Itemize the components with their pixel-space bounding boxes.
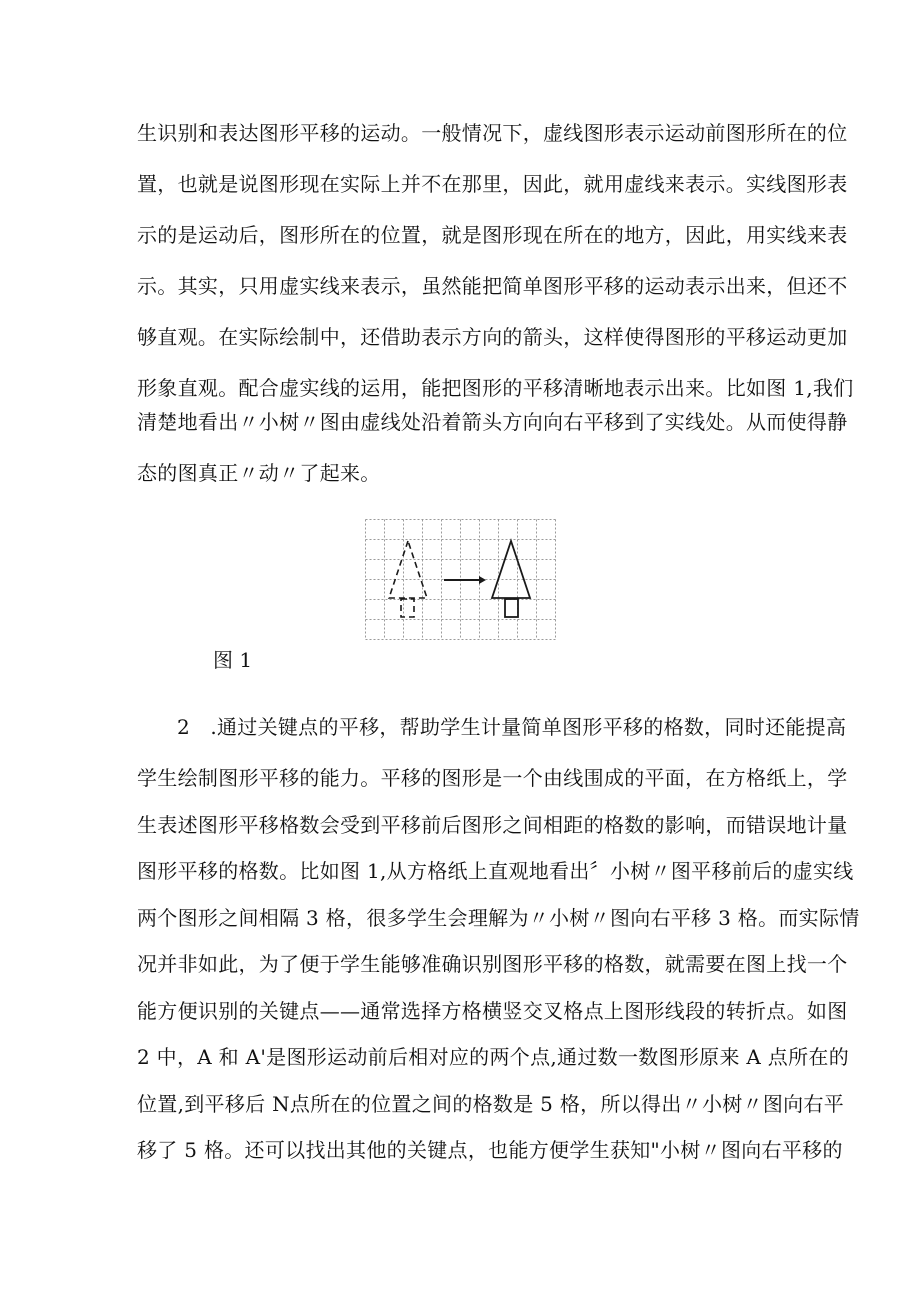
text-line: 示的是运动后，图形所在的位置，就是图形现在所在的地方，因此，用实线来表 xyxy=(137,223,848,247)
figure-1-caption: 图 1 xyxy=(213,648,253,672)
text-line: 置，也就是说图形现在实际上并不在那里，因此，就用虚线来表示。实线图形表 xyxy=(137,172,848,196)
text-line: 清楚地看出〃小树〃图由虚线处沿着箭头方向向右平移到了实线处。从而使得静 xyxy=(137,410,848,434)
text-line: 形象直观。配合虚实线的运用，能把图形的平移清晰地表示出来。比如图 1,我们 xyxy=(137,376,854,400)
text-line: 学生绘制图形平移的能力。平移的图形是一个由线围成的平面，在方格纸上，学 xyxy=(137,766,848,790)
figure-1 xyxy=(365,519,556,640)
text-line: 态的图真正〃动〃了起来。 xyxy=(137,461,381,485)
text-line: 两个图形之间相隔 3 格，很多学生会理解为〃小树〃图向右平移 3 格。而实际情 xyxy=(137,906,860,930)
text-line: 示。其实，只用虚实线来表示，虽然能把简单图形平移的运动表示出来，但还不 xyxy=(137,274,848,298)
text-line: 2 中，A 和 A'是图形运动前后相对应的两个点,通过数一数图形原来 A 点所在的 xyxy=(137,1045,849,1069)
text-line: 移了 5 格。还可以找出其他的关键点，也能方便学生获知"小树〃图向右平移的 xyxy=(137,1138,843,1162)
text-line: 生识别和表达图形平移的运动。一般情况下，虚线图形表示运动前图形所在的位 xyxy=(137,121,848,145)
text-line: 能方便识别的关键点——通常选择方格横竖交叉格点上图形线段的转折点。如图 xyxy=(137,999,848,1023)
text-line: 够直观。在实际绘制中，还借助表示方向的箭头，这样使得图形的平移运动更加 xyxy=(137,325,848,349)
text-line: 况并非如此，为了便于学生能够准确识别图形平移的格数，就需要在图上找一个 xyxy=(137,952,848,976)
text-line: 生表述图形平移格数会受到平移前后图形之间相距的格数的影响，而错误地计量 xyxy=(137,813,848,837)
dashed-tree-before xyxy=(389,541,427,617)
text-line: 图形平移的格数。比如图 1,从方格纸上直观地看出〞小树〃图平移前后的虚实线 xyxy=(137,859,854,883)
text-line: 2 .通过关键点的平移，帮助学生计量简单图形平移的格数，同时还能提高 xyxy=(177,715,847,739)
translation-arrow xyxy=(444,576,486,584)
text-line: 位置,到平移后 N点所在的位置之间的格数是 5 格，所以得出〃小树〃图向右平 xyxy=(137,1092,845,1116)
figure-1-diagram xyxy=(365,519,556,640)
